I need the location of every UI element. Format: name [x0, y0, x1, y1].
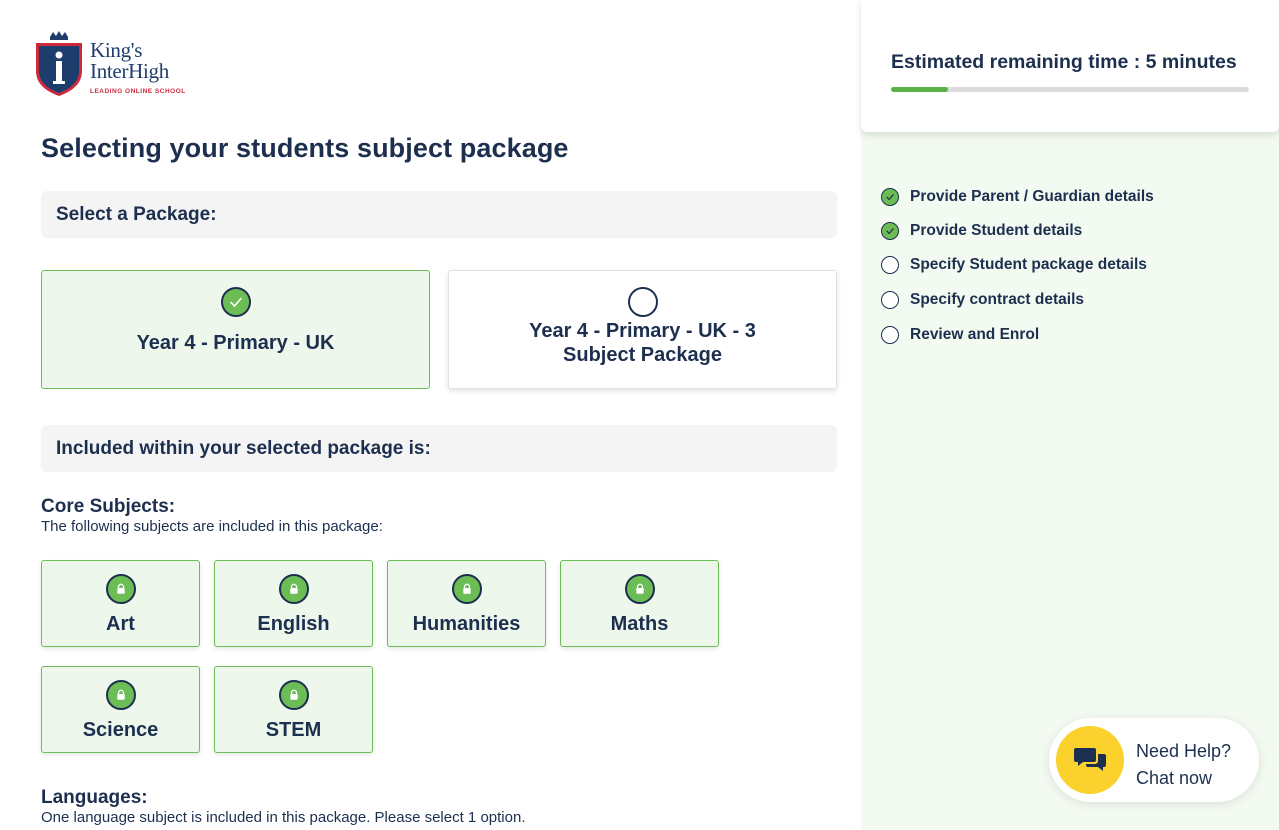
step-empty-circle-icon: [881, 256, 899, 274]
shield-logo-icon: [34, 31, 84, 97]
step-label: Review and Enrol: [910, 326, 1040, 343]
step-item: [881, 282, 1154, 318]
package-option-year4-primary-uk[interactable]: [41, 270, 430, 389]
time-estimate-card: [861, 0, 1279, 132]
subject-label: Maths: [610, 613, 669, 635]
select-package-heading: Select a Package:: [41, 191, 837, 238]
chat-bubbles-icon: [1056, 726, 1124, 794]
package-option-year4-primary-uk-3-subject[interactable]: [448, 270, 837, 389]
step-label: Specify contract details: [910, 291, 1085, 308]
subject-label: Humanities: [412, 613, 521, 635]
subject-card-stem: [214, 666, 373, 753]
step-check-icon: [881, 188, 899, 206]
subject-card-science: [41, 666, 200, 753]
logo-tagline: LEADING ONLINE SCHOOL: [90, 88, 186, 95]
package-label: Year 4 - Primary - UK: [136, 332, 335, 354]
chat-help-button[interactable]: [1049, 718, 1259, 802]
page-title: Selecting your students subject package: [41, 133, 569, 163]
languages-description: One language subject is included in this package. Please select 1 option.: [41, 809, 526, 826]
logo-name-line2: InterHigh: [90, 59, 169, 83]
school-logo[interactable]: [34, 31, 194, 97]
progress-bar: [891, 87, 1249, 92]
need-help-label: Need Help?: [1136, 741, 1232, 761]
lock-icon: [106, 680, 136, 710]
subject-card-humanities: [387, 560, 546, 647]
progress-sidebar: [861, 0, 1279, 830]
step-check-icon: [881, 222, 899, 240]
subject-label: STEM: [265, 719, 322, 741]
core-subjects-heading: Core Subjects:: [41, 496, 176, 517]
lock-icon: [106, 574, 136, 604]
step-empty-circle-icon: [881, 326, 899, 344]
radio-empty-icon: [628, 287, 658, 317]
package-label: Year 4 - Primary - UK - 3 Subject Package: [529, 320, 756, 366]
lock-icon: [279, 574, 309, 604]
step-item: [881, 248, 1154, 282]
subject-label: English: [257, 613, 330, 635]
step-list: [881, 180, 1154, 352]
step-label: Specify Student package details: [910, 256, 1147, 273]
subject-label: Science: [82, 719, 159, 741]
step-label: Provide Parent / Guardian details: [910, 188, 1154, 205]
chat-now-label: Chat now: [1136, 768, 1213, 788]
progress-bar-fill: [891, 87, 948, 92]
subject-card-art: [41, 560, 200, 647]
languages-heading: Languages:: [41, 787, 148, 808]
lock-icon: [452, 574, 482, 604]
included-heading: Included within your selected package is:: [41, 425, 837, 472]
estimated-time-text: Estimated remaining time : 5 minutes: [891, 51, 1237, 73]
step-item: [881, 214, 1154, 248]
logo-name: [90, 40, 169, 82]
step-item: [881, 318, 1154, 352]
step-item: [881, 180, 1154, 214]
check-icon: [221, 287, 251, 317]
subject-card-english: [214, 560, 373, 647]
subject-card-maths: [560, 560, 719, 647]
lock-icon: [625, 574, 655, 604]
subject-label: Art: [106, 613, 135, 635]
lock-icon: [279, 680, 309, 710]
logo-name-line1: King's: [90, 38, 143, 62]
core-subjects-description: The following subjects are included in this package:: [41, 518, 383, 535]
chat-help-text: [1136, 738, 1231, 792]
step-label: Provide Student details: [910, 222, 1083, 239]
step-empty-circle-icon: [881, 291, 899, 309]
